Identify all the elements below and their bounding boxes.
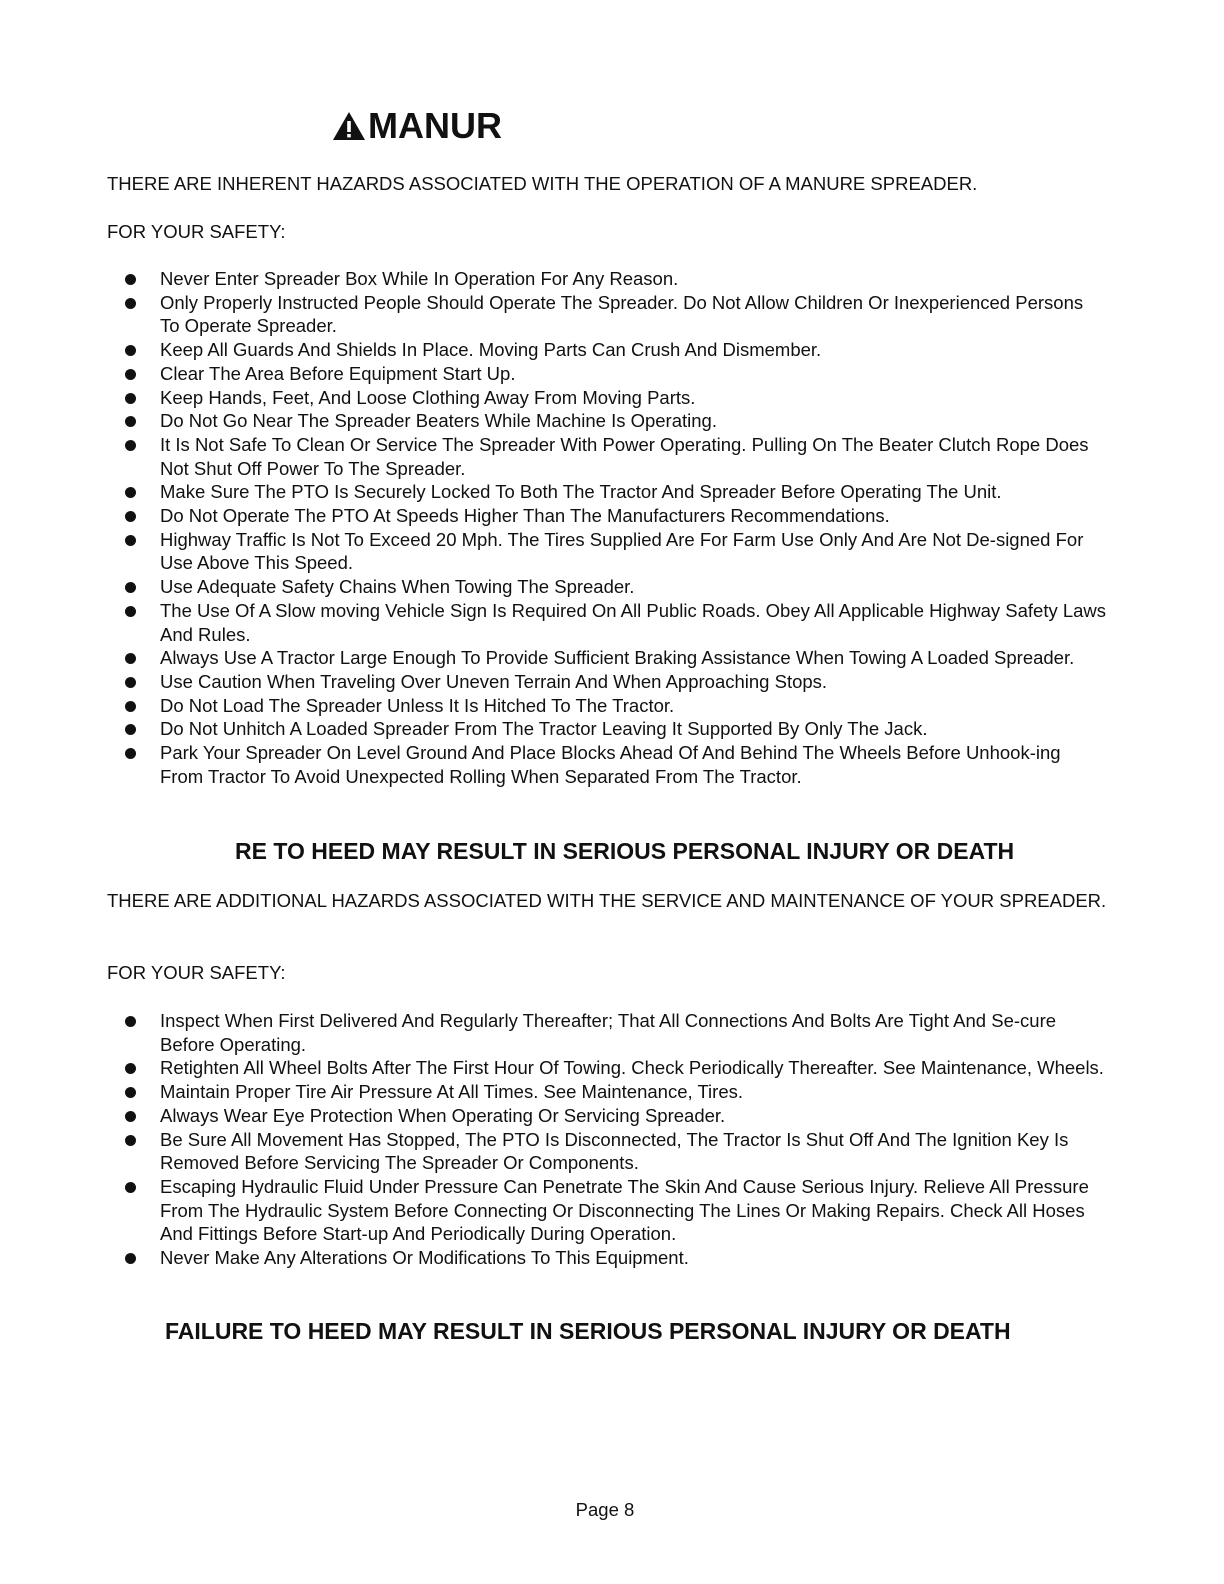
bullet-icon (125, 701, 136, 712)
bullet-icon (125, 748, 136, 759)
list-item (107, 599, 1107, 646)
list-item (107, 717, 1107, 741)
list-item (107, 362, 1107, 386)
list-item-text: Always Use A Tractor Large Enough To Provide Sufficient Braking Assistance When Towing A Loaded Spreader. (160, 647, 1075, 669)
list-item (107, 1175, 1107, 1246)
list-item (107, 267, 1107, 291)
bullet-icon (125, 582, 136, 593)
list-item-text: Park Your Spreader On Level Ground And Place Blocks Ahead Of And Behind The Wheels Before Unhook-ing From Tractor To Avoid Unexpected Rolling When Separated From The Tractor. (160, 742, 1061, 787)
section2-safety-list (107, 1009, 1107, 1270)
list-item (107, 504, 1107, 528)
list-item (107, 1128, 1107, 1175)
list-item-text: Do Not Operate The PTO At Speeds Higher Than The Manufacturers Recommendations. (160, 505, 890, 527)
list-item-text: Maintain Proper Tire Air Pressure At All Times. See Maintenance, Tires. (160, 1081, 744, 1103)
bullet-icon (125, 1135, 136, 1146)
bullet-icon (125, 1182, 136, 1193)
bullet-icon (125, 1063, 136, 1074)
list-item-text: The Use Of A Slow moving Vehicle Sign Is Required On All Public Roads. Obey All Applicable Highway Safety Laws And Rules. (160, 599, 1107, 645)
page-title (332, 104, 502, 148)
list-item-text: Only Properly Instructed People Should Operate The Spreader. Do Not Allow Children Or Inexperienced Persons To Operate Spreader. (160, 291, 1084, 337)
warning-triangle-icon (332, 111, 366, 141)
bullet-icon (125, 677, 136, 688)
list-item-text: Do Not Unhitch A Loaded Spreader From The Tractor Leaving It Supported By Only The Jack. (160, 718, 928, 740)
page-number: Page 8 (575, 1499, 635, 1520)
list-item-text: Retighten All Wheel Bolts After The First Hour Of Towing. Check Periodically Thereafter. See Maintenance, Wheels. (160, 1057, 1104, 1079)
bullet-icon (125, 606, 136, 617)
section1-warning: RE TO HEED MAY RESULT IN SERIOUS PERSONAL INJURY OR DEATH (235, 838, 1015, 864)
list-item (107, 386, 1107, 410)
bullet-icon (125, 1016, 136, 1027)
list-item (107, 338, 1107, 362)
page-title-text: MANUR (368, 105, 502, 146)
list-item (107, 575, 1107, 599)
list-item-text: Clear The Area Before Equipment Start Up. (160, 362, 516, 384)
list-item (107, 1009, 1107, 1056)
bullet-icon (125, 369, 136, 380)
bullet-icon (125, 653, 136, 664)
list-item-text: Be Sure All Movement Has Stopped, The PTO Is Disconnected, The Tractor Is Shut Off And The Ignition Key Is Removed Before Servicing The Spreader Or Components. (160, 1128, 1069, 1174)
bullet-icon (125, 416, 136, 427)
bullet-icon (125, 1253, 136, 1264)
list-item-text: Do Not Load The Spreader Unless It Is Hitched To The Tractor. (160, 694, 675, 716)
list-item-text: Never Enter Spreader Box While In Operation For Any Reason. (160, 268, 679, 289)
bullet-icon (125, 393, 136, 404)
list-item-text: Never Make Any Alterations Or Modifications To This Equipment. (160, 1247, 689, 1269)
list-item (107, 291, 1107, 338)
list-item (107, 528, 1107, 575)
bullet-icon (125, 345, 136, 356)
section1-safety-list (107, 267, 1107, 788)
list-item-text: Do Not Go Near The Spreader Beaters While Machine Is Operating. (160, 410, 717, 432)
section2-intro: THERE ARE ADDITIONAL HAZARDS ASSOCIATED WITH THE SERVICE AND MAINTENANCE OF YOUR SPREADER. (107, 890, 1107, 911)
bullet-icon (125, 298, 136, 309)
bullet-icon (125, 274, 136, 285)
bullet-icon (125, 440, 136, 451)
section1-intro: THERE ARE INHERENT HAZARDS ASSOCIATED WITH THE OPERATION OF A MANURE SPREADER. (107, 173, 978, 194)
list-item (107, 433, 1107, 480)
list-item (107, 646, 1107, 670)
list-item (107, 670, 1107, 694)
list-item (107, 480, 1107, 504)
section2-safety-label: FOR YOUR SAFETY: (107, 962, 286, 983)
list-item-text: Use Caution When Traveling Over Uneven Terrain And When Approaching Stops. (160, 670, 828, 692)
section2-warning: FAILURE TO HEED MAY RESULT IN SERIOUS PERSONAL INJURY OR DEATH (165, 1318, 1011, 1344)
list-item (107, 1246, 1107, 1270)
list-item (107, 1080, 1107, 1104)
bullet-icon (125, 487, 136, 498)
bullet-icon (125, 511, 136, 522)
list-item (107, 1056, 1107, 1080)
list-item-text: It Is Not Safe To Clean Or Service The Spreader With Power Operating. Pulling On The Beater Clutch Rope Does Not Shut Off Power To The Spreader. (160, 433, 1089, 479)
bullet-icon (125, 724, 136, 735)
list-item-text: Keep All Guards And Shields In Place. Moving Parts Can Crush And Dismember. (160, 339, 822, 361)
list-item (107, 1104, 1107, 1128)
list-item-text: Escaping Hydraulic Fluid Under Pressure Can Penetrate The Skin And Cause Serious Injury. Relieve All Pressure From The Hydraulic System Before Connecting Or Disconnecting The Lines Or Making Repairs. Check All Hoses And Fittings Before Start-up And Periodically During Operation. (160, 1175, 1089, 1245)
list-item (107, 409, 1107, 433)
list-item (107, 741, 1107, 788)
list-item-text: Use Adequate Safety Chains When Towing The Spreader. (160, 576, 635, 598)
list-item-text: Inspect When First Delivered And Regularly Thereafter; That All Connections And Bolts Are Tight And Se-cure Before Operating. (160, 1010, 1057, 1055)
list-item-text: Highway Traffic Is Not To Exceed 20 Mph. The Tires Supplied Are For Farm Use Only And Are Not De-signed For Use Above This Speed. (160, 528, 1084, 574)
section1-safety-label: FOR YOUR SAFETY: (107, 221, 286, 242)
bullet-icon (125, 1111, 136, 1122)
bullet-icon (125, 535, 136, 546)
bullet-icon (125, 1087, 136, 1098)
list-item (107, 694, 1107, 718)
list-item-text: Make Sure The PTO Is Securely Locked To Both The Tractor And Spreader Before Operating The Unit. (160, 481, 1002, 503)
list-item-text: Always Wear Eye Protection When Operating Or Servicing Spreader. (160, 1104, 726, 1126)
list-item-text: Keep Hands, Feet, And Loose Clothing Away From Moving Parts. (160, 386, 696, 408)
